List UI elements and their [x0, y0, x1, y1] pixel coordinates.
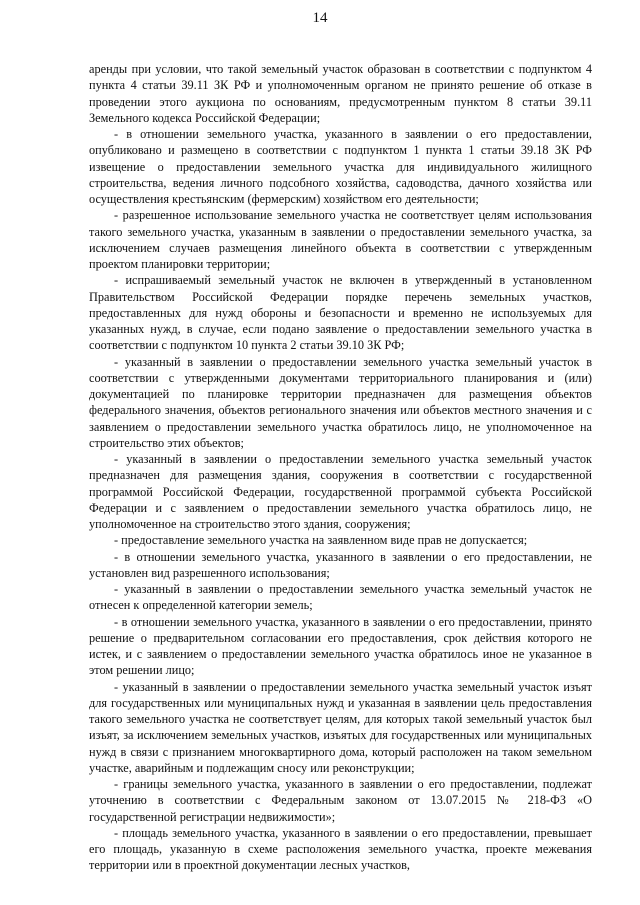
- paragraph: аренды при условии, что такой земельный участок образован в соответствии с подпунктом 4 пункта 4 статьи 39.11 ЗК РФ и уполномоченным органом не принято решение об отказе в проведении этого аукциона по основаниям, предусмотренным пунктом 8 статьи 39.11 Земельного кодекса Российской Федерации;: [89, 62, 592, 125]
- document-body: [89, 61, 592, 874]
- paragraph: - площадь земельного участка, указанного в заявлении о его предоставлении, превышает его площадь, указанную в схеме расположения земельного участка, проекте межевания территории или в проектной документации лесных участков,: [89, 825, 592, 873]
- paragraph: - в отношении земельного участка, указанного в заявлении о его предоставлении, принято решение о предварительном согласовании его предоставления, срок действия которого не истек, и с заявлением о предоставлении земельного участка обратилось иное не указанное в этом решении лицо;: [89, 614, 592, 678]
- page-number: 14: [312, 10, 328, 26]
- paragraph: - указанный в заявлении о предоставлении земельного участка земельный участок изъят для государственных или муниципальных нужд и указанная в заявлении цель предоставления такого земельного участка не соответствует целям, для которых такой земельный участок был изъят, за исключением земельных участков, изъятых для государственных или муниципальных нужд в связи с признанием многоквартирного дома, который расположен на таком земельном участке, аварийным и подлежащим сносу или реконструкции;: [89, 679, 592, 775]
- paragraph: - указанный в заявлении о предоставлении земельного участка земельный участок предназначен для размещения здания, сооружения в соответствии с государственной программой Российской Федерации, государственной программой субъекта Российской Федерации и с заявлением о предоставлении земельного участка обратилось лицо, не уполномоченное на строительство этого здания, сооружения;: [89, 452, 592, 531]
- paragraph: - указанный в заявлении о предоставлении земельного участка земельный участок не отнесен к определенной категории земель;: [89, 582, 592, 613]
- paragraph: - границы земельного участка, указанного в заявлении о его предоставлении, подлежат уточнению в соответствии с Федеральным законом от 13.07.2015 № 218-ФЗ «О государственной регистрации недвижимости»;: [89, 777, 592, 824]
- paragraph: - разрешенное использование земельного участка не соответствует целям использования такого земельного участка, указанным в заявлении о предоставлении земельного участка, за исключением случаев размещения линейного объекта в соответствии с утвержденным проектом планировки территории;: [89, 208, 592, 271]
- paragraph: - указанный в заявлении о предоставлении земельного участка земельный участок в соответствии с утвержденными документами территориального планирования и (или) документацией по планировке территории предназначен для размещения объектов федерального значения, объектов регионального значения или объектов местного значения и с заявлением о предоставлении земельного участка обратилось лицо, не уполномоченное на строительство этих объектов;: [89, 354, 592, 450]
- paragraph: - предоставление земельного участка на заявленном виде прав не допускается;: [114, 533, 528, 548]
- paragraph: - испрашиваемый земельный участок не включен в утвержденный в установленном Правительством Российской Федерации порядке перечень земельных участков, предоставленных для нужд обороны и безопасности и временно не используемых для указанных нужд, в случае, если подано заявление о предоставлении земельного участка в соответствии с подпунктом 10 пункта 2 статьи 39.10 ЗК РФ;: [89, 273, 592, 353]
- paragraph: - в отношении земельного участка, указанного в заявлении о его предоставлении, не установлен вид разрешенного использования;: [89, 549, 592, 580]
- paragraph: - в отношении земельного участка, указанного в заявлении о его предоставлении, опубликовано и размещено в соответствии с подпунктом 1 пункта 1 статьи 39.18 ЗК РФ извещение о предоставлении земельного участка для индивидуального жилищного строительства, ведения личного подсобного хозяйства, садоводства, дачного хозяйства или осуществления крестьянским (фермерским) хозяйством его деятельности;: [89, 127, 592, 206]
